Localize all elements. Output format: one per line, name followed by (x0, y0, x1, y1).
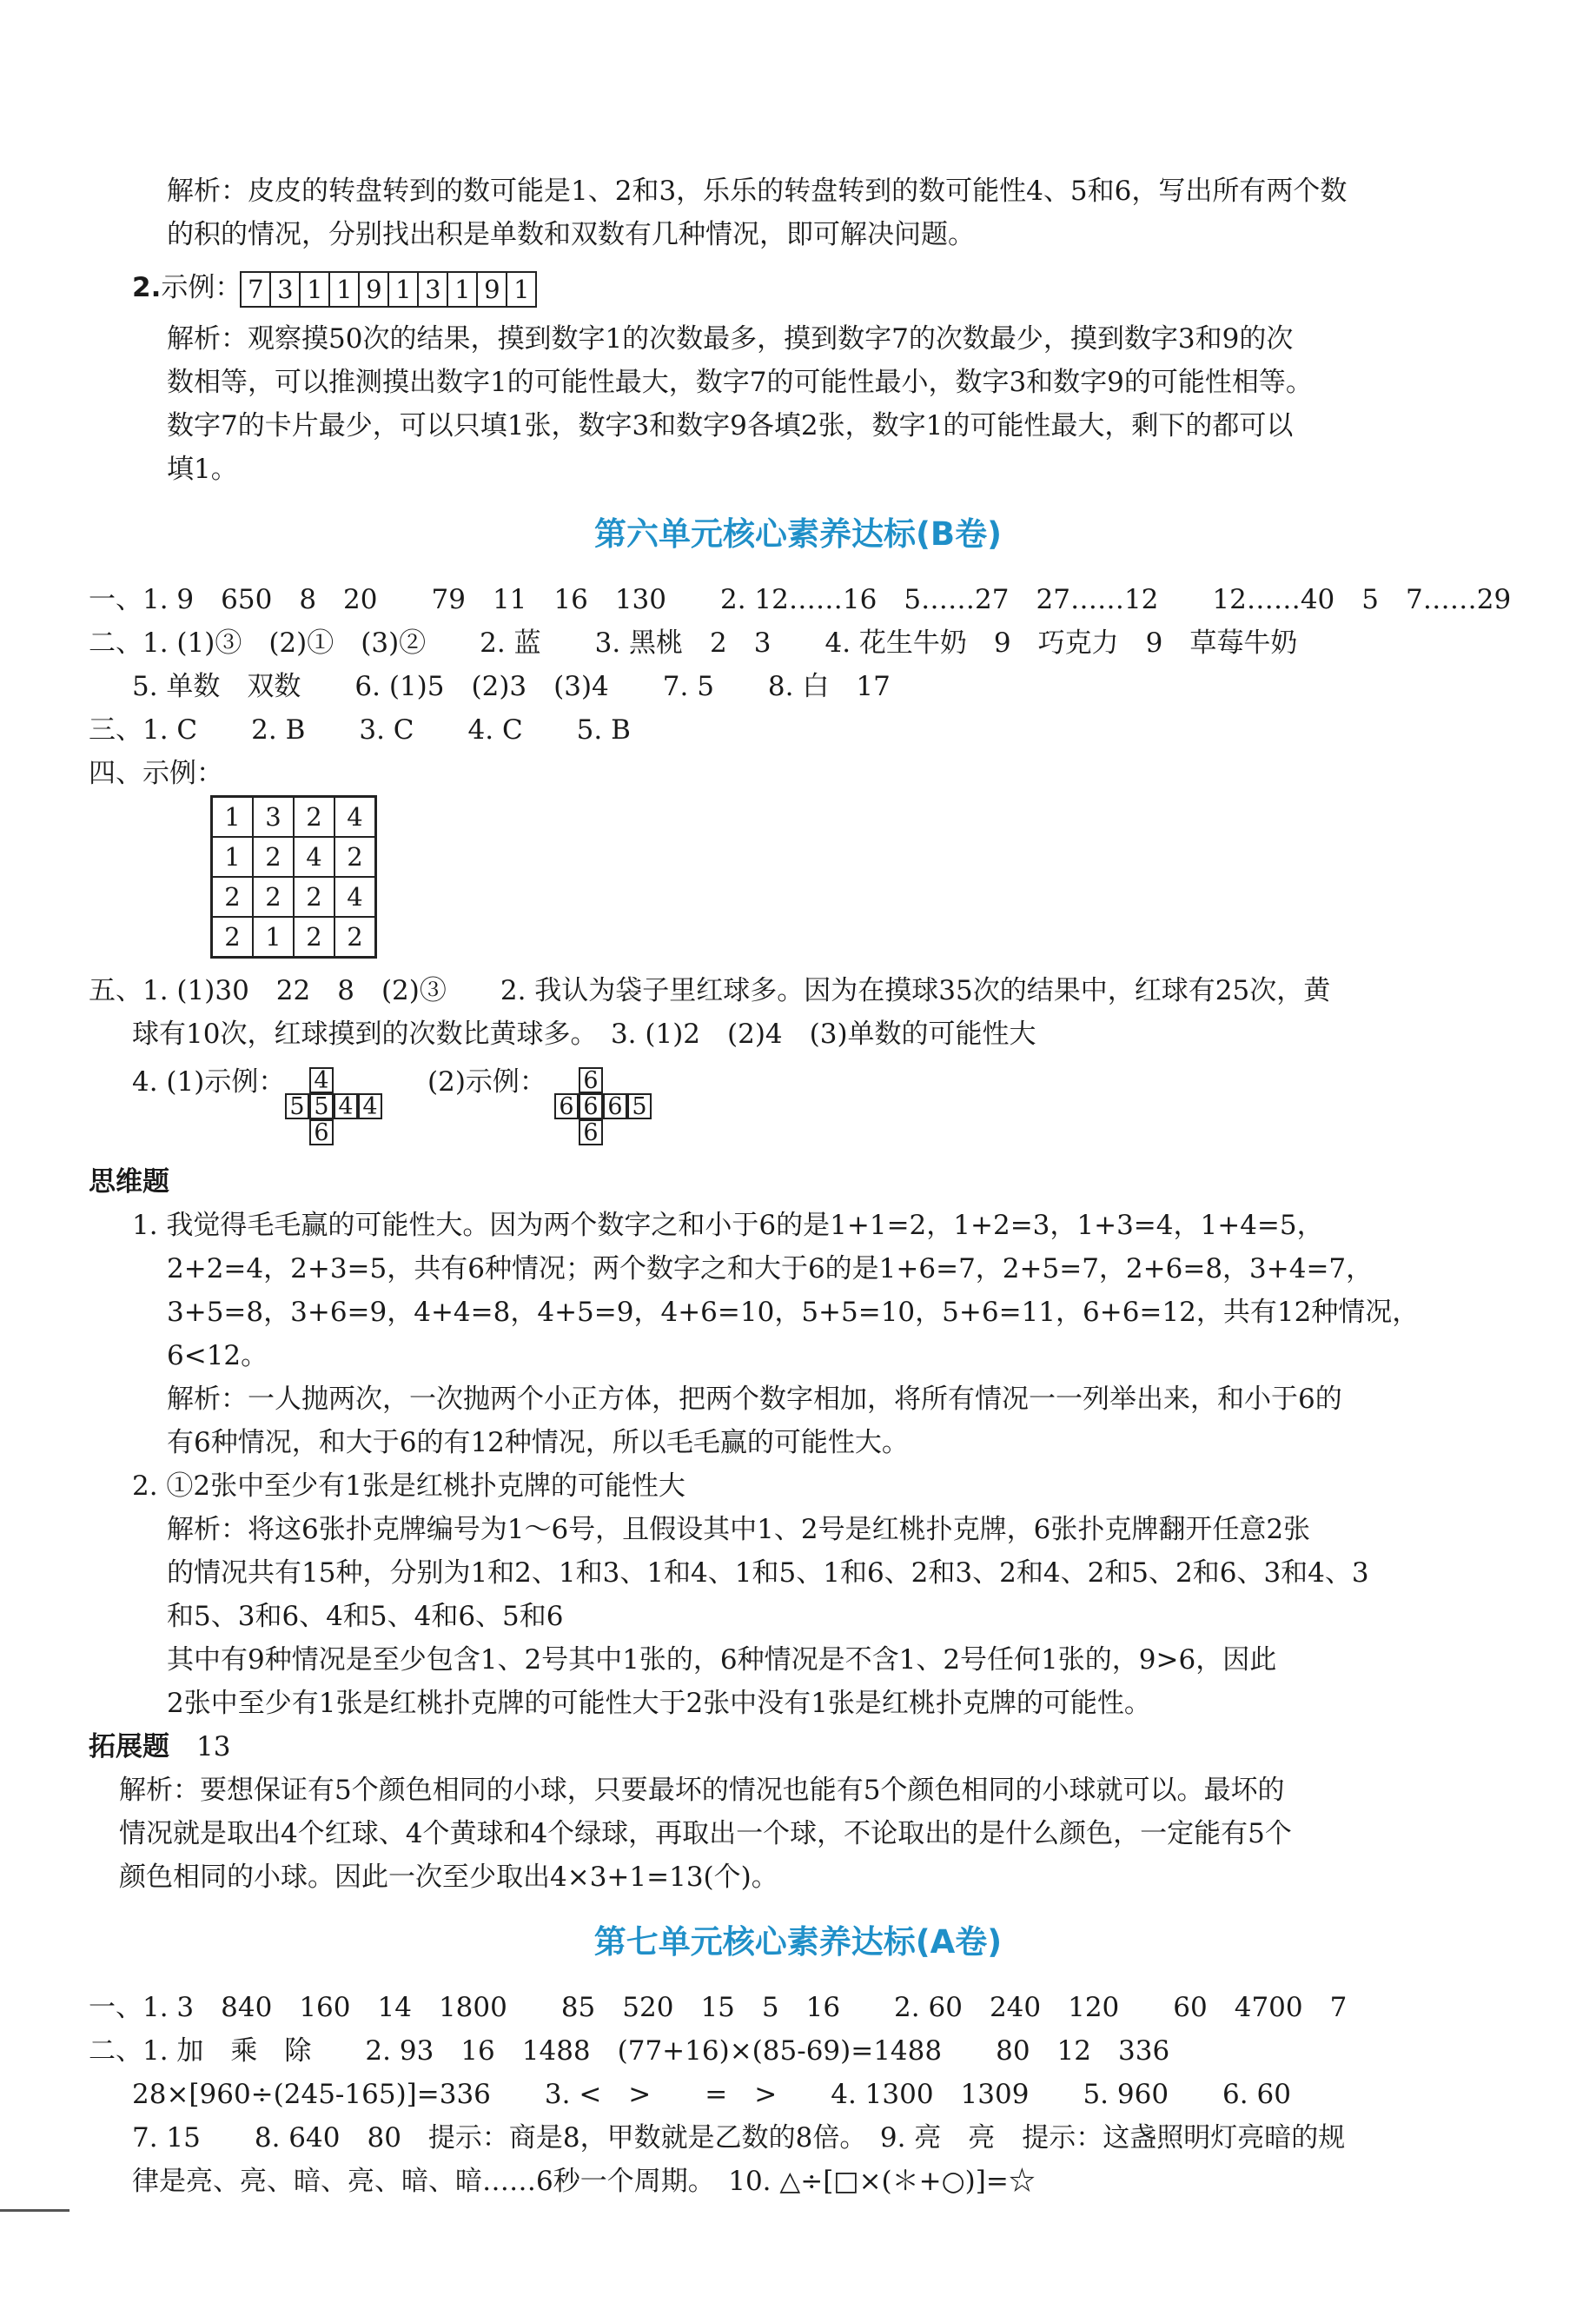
analysis-line: 数字7的卡片最少，可以只填1张，数字3和数字9各填2张，数字1的可能性最大，剩下的都可以 (167, 410, 1294, 441)
thinking-line: 6<12。 (167, 1340, 268, 1371)
grid-cell: 2 (212, 877, 254, 917)
section-5: 五、1. (1)30 22 8 (2)③ 2. 我认为袋子里红球多。因为在摸球35次的结果中，红球有25次，黄 (89, 975, 1331, 1006)
grid-cell: 4 (294, 837, 334, 877)
section-4: 四、示例： (89, 758, 223, 789)
grid-cell: 2 (334, 837, 376, 877)
unit7-title: 第七单元核心素养达标(A卷) (593, 1923, 1003, 1961)
analysis-line: 颜色相同的小球。因此一次至少取出4×3+1=13(个)。 (119, 1862, 778, 1893)
card-cell: 1 (387, 271, 419, 308)
section-1: 一、1. 9 650 8 20 79 11 16 130 2. 12……16 5……27 27……12 12……40 5 7……29 (89, 584, 1512, 615)
grid-cell: 2 (212, 917, 254, 958)
section-2-cont: 律是亮、亮、暗、亮、暗、暗……6秒一个周期。 10. △÷[□×(＊+○)]=☆ (132, 2166, 1036, 2197)
analysis-line: 2张中至少有1张是红桃扑克牌的可能性大于2张中没有1张是红桃扑克牌的可能性。 (167, 1688, 1151, 1719)
card-cell: 3 (417, 271, 448, 308)
net-cell: 6 (579, 1067, 603, 1093)
net-cell: 4 (309, 1067, 334, 1093)
section-5-cont: 球有10次，红球摸到的次数比黄球多。 3. (1)2 (2)4 (3)单数的可能性大 (132, 1019, 1036, 1050)
analysis-line: 解析：要想保证有5个颜色相同的小球，只要最坏的情况也能有5个颜色相同的小球就可以。最坏的 (119, 1775, 1285, 1806)
card-cell: 1 (506, 271, 537, 308)
grid-cell: 2 (294, 917, 334, 958)
thinking-line: 3+5=8，3+6=9，4+4=8，4+5=9，4+6=10，5+5=10，5+6=11，6+6=12，共有12种情况， (167, 1297, 1420, 1328)
net-cell: 5 (309, 1093, 334, 1119)
net-cell: 4 (358, 1093, 382, 1119)
grid-cell: 1 (253, 917, 294, 958)
question-number: 2. (132, 272, 162, 303)
grid-cell: 2 (294, 797, 334, 838)
net-cell: 6 (579, 1119, 603, 1145)
grid-cell: 1 (212, 837, 254, 877)
section-2: 二、1. 加 乘 除 2. 93 16 1488 (77+16)×(85-69)=1488 80 12 336 (89, 2035, 1170, 2067)
card-cell: 9 (358, 271, 389, 308)
section-1: 一、1. 3 840 160 14 1800 85 520 15 5 16 2. 60 240 120 60 4700 7 (89, 1992, 1348, 2023)
net-cell: 6 (603, 1093, 627, 1119)
unit6-title: 第六单元核心素养达标(B卷) (593, 515, 1003, 553)
card-cell: 1 (447, 271, 478, 308)
cube-example-1-label: 4. (1)示例： (132, 1066, 286, 1098)
thinking-line: 1. 我觉得毛毛赢的可能性大。因为两个数字之和小于6的是1+1=2，1+2=3，1+3=4，1+4=5， (132, 1210, 1324, 1241)
section-2-cont: 7. 15 8. 640 80 提示：商是8，甲数就是乙数的8倍。 9. 亮 亮 提示：这盏照明灯亮暗的规 (132, 2122, 1346, 2154)
analysis-line: 其中有9种情况是至少包含1、2号其中1张的，6种情况是不含1、2号任何1张的，9>6，因此 (167, 1644, 1277, 1676)
section-3: 三、1. C 2. B 3. C 4. C 5. B (89, 714, 631, 746)
grid-cell: 1 (212, 797, 254, 838)
number-grid (210, 795, 377, 959)
net-cell: 5 (627, 1093, 652, 1119)
cube-net-2 (554, 1067, 667, 1154)
grid-cell: 2 (334, 917, 376, 958)
card-cell: 1 (299, 271, 330, 308)
analysis-line: 解析：将这6张扑克牌编号为1～6号，且假设其中1、2号是红桃扑克牌，6张扑克牌翻开任意2张 (167, 1514, 1311, 1545)
card-cell: 1 (328, 271, 360, 308)
thinking-section-title: 思维题 (89, 1166, 169, 1198)
section-2: 二、1. (1)③ (2)① (3)② 2. 蓝 3. 黑桃 2 3 4. 花生牛奶 9 巧克力 9 草莓牛奶 (89, 627, 1298, 659)
grid-cell: 2 (294, 877, 334, 917)
analysis-line: 的积的情况，分别找出积是单数和双数有几种情况，即可解决问题。 (167, 219, 975, 250)
grid-cell: 2 (253, 837, 294, 877)
card-cell: 3 (269, 271, 301, 308)
analysis-line: 情况就是取出4个红球、4个黄球和4个绿球，再取出一个球，不论取出的是什么颜色，一定能有5个 (119, 1818, 1292, 1849)
net-cell: 4 (334, 1093, 358, 1119)
analysis-line: 数相等，可以推测摸出数字1的可能性最大，数字7的可能性最小，数字3和数字9的可能性相等。 (167, 367, 1313, 398)
example-label: 示例： (161, 272, 242, 303)
grid-cell: 3 (253, 797, 294, 838)
net-cell: 6 (579, 1093, 603, 1119)
grid-cell: 4 (334, 877, 376, 917)
card-cell: 9 (476, 271, 507, 308)
net-cell: 5 (285, 1093, 309, 1119)
analysis-line: 填1。 (167, 454, 238, 485)
thinking-line: 2+2=4，2+3=5，共有6种情况；两个数字之和大于6的是1+6=7，2+5=7，2+6=8，3+4=7， (167, 1253, 1374, 1284)
extension-title: 拓展题 (89, 1731, 169, 1762)
page-corner-rule (0, 2209, 70, 2212)
analysis-line: 有6种情况，和大于6的有12种情况，所以毛毛赢的可能性大。 (167, 1427, 909, 1458)
analysis-line: 和5、3和6、4和5、4和6、5和6 (167, 1601, 564, 1632)
net-cell: 6 (309, 1119, 334, 1145)
grid-cell: 2 (253, 877, 294, 917)
analysis-line: 解析：皮皮的转盘转到的数可能是1、2和3，乐乐的转盘转到的数可能性4、5和6，写出所有两个数 (167, 176, 1348, 207)
extension-section (89, 1729, 230, 1764)
analysis-line: 的情况共有15种，分别为1和2、1和3、1和4、1和5、1和6、2和3、2和4、2和5、2和6、3和4、3 (167, 1557, 1369, 1589)
net-cell: 6 (554, 1093, 579, 1119)
cube-example-2-label: (2)示例： (427, 1066, 546, 1098)
analysis-line: 解析：一人抛两次，一次抛两个小正方体，把两个数字相加，将所有情况一一列举出来，和小于6的 (167, 1384, 1342, 1415)
card-sequence (242, 271, 537, 308)
thinking-line: 2. ①2张中至少有1张是红桃扑克牌的可能性大 (132, 1470, 685, 1502)
question-2 (132, 270, 537, 308)
cube-net-1 (285, 1067, 398, 1154)
section-2-cont: 5. 单数 双数 6. (1)5 (2)3 (3)4 7. 5 8. 白 17 (132, 671, 891, 702)
card-cell: 7 (240, 271, 271, 308)
analysis-line: 解析：观察摸50次的结果，摸到数字1的次数最多，摸到数字7的次数最少，摸到数字3和9的次 (167, 323, 1294, 355)
extension-answer: 13 (196, 1731, 231, 1762)
grid-cell: 4 (334, 797, 376, 838)
section-2-cont: 28×[960÷(245-165)]=336 3. < > = > 4. 1300 1309 5. 960 6. 60 (132, 2079, 1291, 2110)
